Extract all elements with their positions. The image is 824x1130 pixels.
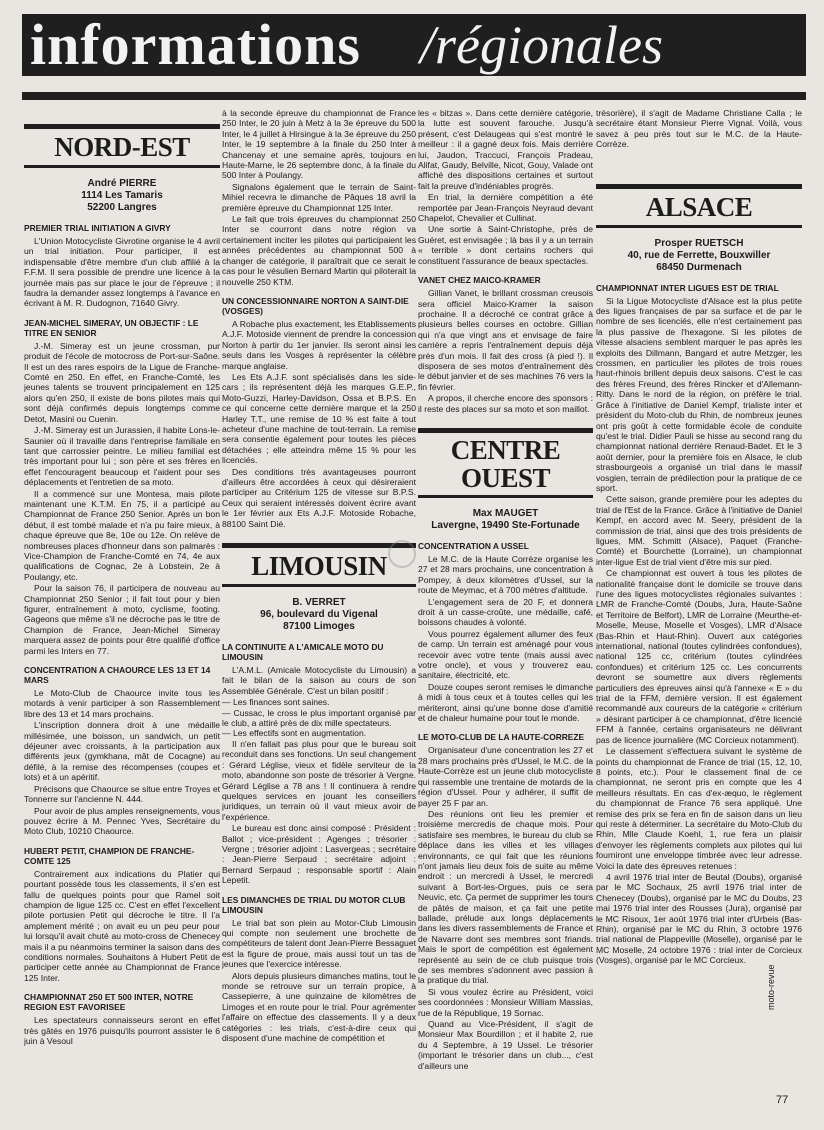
address-line: 87100 Limoges <box>283 621 355 633</box>
article-paragraph: Il n'en fallait pas plus pour que le bureau soit reconduit dans ses fonctions. Un seul changement : Gérard Léglise, vieux et fidèle serviteur de la moto, abandonne son poste de trésorier à Vergne. Gérard Léglise a 78 ans ! Il continuera à rendre quelques services en jouant les conseillers juridiques, un terrain où il vaut mieux avoir de l'expérience. <box>222 738 416 822</box>
article-paragraph: Alors depuis plusieurs dimanches matins, tout le monde se retrouve sur un terrain propice, à Cassepierre, à une quinzaine de kilomètres de Limoges et en route pour le trial. Pour agrémenter l'affaire on effectue des classements. Il y a deux catégories : les trials, c'est-à-dire ceux qui disposent d'une machine de compétition et <box>222 970 416 1044</box>
article-heading: CHAMPIONNAT 250 ET 500 INTER, NOTRE REGION EST FAVORISEE <box>24 992 194 1013</box>
magazine-name: moto-revue <box>766 964 776 1010</box>
page-number: 77 <box>776 1094 789 1106</box>
region-title-limousin: LIMOUSIN <box>222 543 416 587</box>
article-paragraph: Des réunions ont lieu les premier et troisième mercredis de chaque mois. Pour satisfaire ses membres, le bureau du club se déplace dans les villes et les villages environnants, ce qui fait que les réunions n'ont jamais lieu deux fois de suite au même endroit : un mercredi à Ussel, le mercredi suivant à Bort-les-Orgues, puis ce sera Neuvic, etc. Ça permet de supprimer les tours de pâtés de maison, et ça fait une petite ballade, prélude aux longs déplacements dans les divers rassemblements de France et de Navarre dont ses membres sont friands. Mais le sport de compétition est également représenté au sein de ce club puisque trois de ses membres s'adonnent avec passion à la pratique du trial. <box>418 808 593 986</box>
article-paragraph: Des conditions très avantageuses pourront d'ailleurs être accordées à ceux qui désireraient participer au Critérium 125 de vitesse sur B.P.S. Ceux qui seraient intéressés doivent écrire avant le 1er février aux Ets A.J.F. Motoside Robache, 88100 Saint Dié. <box>222 466 416 529</box>
article-paragraph: L'inscription donnera droit à une médaille millésimée, une boisson, un sandwich, un petit déjeuner avec croissants, à la participation aux différents jeux (gymkhana, mât de Cocagne) au défilé, à la remise des récompenses (coupes et lots) et à un apéritif. <box>24 720 220 783</box>
header-subtitle: /régionales <box>420 15 663 75</box>
library-stamp-mark <box>388 540 416 568</box>
address-line: André PIERRE <box>87 178 157 189</box>
article-paragraph: Il a commencé sur une Montesa, mais pilote maintenant une K.T.M. En 75, il a participé au Championnat de France 250 Senior. Après un bon début, il est tombé malade et n'a pu faire mieux, à chaque épreuve que 8e, 10e ou 12e. On relève de nombreuses places d'honneur dans son palmarès : Vice-Champion de Franche-Comté en 74, 4e aux qualifications de Cognac, 2e à Lobstein, 2e à Poulangy, etc. <box>24 488 220 582</box>
column-3 <box>418 108 593 1108</box>
article-paragraph: Pour la saison 76, il participera de nouveau au Championnat 250 Senior ; il fait tout pour y bien figurer, entraînement à moto, cyclisme, footing. Gageons que même s'il ne décroche pas le titre de Champion de France, Jean-Michel Simeray marquera assez de points pour être qualifié d'office parmi les Inters en 77. <box>24 583 220 656</box>
article-heading: CONCENTRATION A USSEL <box>418 540 529 551</box>
column-2 <box>222 108 416 1108</box>
region-title-line: CENTRE <box>450 434 561 465</box>
article-paragraph: Le trial bat son plein au Motor-Club Limousin qui compte non seulement une brochette de compétiteurs de talent dont Jean-Pierre Bessaguet est la figure de proue, mais aussi tout un tas de jeunes que l'exercice intéresse. <box>222 917 416 970</box>
article-paragraph: A Robache plus exactement, les Etablissements A.J.F. Motoside viennent de prendre la concession Norton à partir du 1er janvier. Ils seront ainsi les seuls dans les Vosges à représenter la célèbre marque anglaise. <box>222 318 416 371</box>
article-heading: LA CONTINUITE A L'AMICALE MOTO DU LIMOUSIN <box>222 642 384 663</box>
article-paragraph: Pour avoir de plus amples renseignements, vous pouvez écrire à M. Pennec Yves, Secrétaire du Moto Club, 10210 Chaource. <box>24 805 220 837</box>
article-paragraph: Les spectateurs connaisseurs seront en effet très gâtés en 1976 puisqu'ils pourront assister le 6 juin à Vesoul <box>24 1015 220 1046</box>
article-paragraph: L'engagement sera de 20 F, et donnera droit à un casse-croûte, une médaille, café, boissons chaudes à volonté. <box>418 596 593 628</box>
article-paragraph: L'Union Motocycliste Givrotine organise le 4 avril un trial initiation. Pour participer, il est indispensable d'être membre d'un club affilié à la F.F.M. Il sera possible de prendre une licence à la journée mais pas sur place le jour de l'épreuve ; il faudra la demander assez longtemps à l'avance en écrivant à M. R. Dudognon, 71640 Givry. <box>24 236 220 309</box>
region-title-nord-est: NORD-EST <box>24 124 220 168</box>
article-paragraph: Le classement s'effectuera suivant le système de points du championnat de France de trial (15, 12, 10, 8 points, etc.). Pour le classement final de ce championnat, ne seront pris en compte que les 4 meilleurs résultats. En cas d'ex-æquo, le règlement du championnat de France 76 sera appliqué. Une remise des prix se fera en fin de saison dans un lieu qui reste à déterminer. La secrétaire du Moto-Club du Rhin, Mlle Claude Koehl, 1, rue fera un plaisir d'envoyer les règlements complets aux pilotes qui lui fourniront une enveloppe timbrée avec leur adresse. Voici la date des épreuves retenues : <box>596 746 802 871</box>
address-line: 40, rue de Ferrette, Bouxwiller <box>627 249 771 261</box>
article-heading: JEAN-MICHEL SIMERAY, UN OBJECTIF : LE TITRE EN SENIOR <box>24 317 199 338</box>
top-rule <box>22 92 806 100</box>
article-paragraph: Précisons que Chaource se situe entre Troyes et Tonnerre sur l'ancienne N. 444. <box>24 783 220 805</box>
article-paragraph: — Les effectifs sont en augmentation. <box>222 728 367 739</box>
article-paragraph: Les Ets A.J.F. sont spécialisés dans les side-cars ; ils représentent déjà les marques G.E.P., Moto-Guzzi, Harley-Davidson, Ossa et B.P.S. En ce qui concerne cette dernière marque et la 250 Harley T.T., une remise de 10 % est faite à tout acheteur d'une machine de tout-terrain. La remise sera consentie également pour toutes les pièces détachées ; elle atteindra même 15 % pour les licenciés. <box>222 371 416 466</box>
article-heading: LES DIMANCHES DE TRIAL DU MOTOR CLUB LIMOUSIN <box>222 894 406 915</box>
correspondent-address <box>24 178 220 214</box>
address-line: Lavergne, 19490 Ste-Fortunade <box>431 519 580 531</box>
article-heading: CHAMPIONNAT INTER LIGUES EST DE TRIAL <box>596 282 779 293</box>
article-heading: CONCENTRATION A CHAOURCE LES 13 ET 14 MARS <box>24 665 211 686</box>
address-line: 96, boulevard du Vigenal <box>260 609 378 621</box>
article-paragraph: J.-M. Simeray est un jeune crossman, pur produit de l'école de motocross de Port-sur-Saône. Il est un des rares espoirs de la Ligue de Franche-Comté en 250. En effet, en Franche-Comté, les jeunes talents se trouvent principalement en 125 alors qu'en 250, il existe de bons pilotes mais qui sont déjà confirmés depuis longtemps comme Detot, Masini ou Cuenin. <box>24 340 220 424</box>
article-paragraph: — Cussac, le cross le plus important organisé par le club, a attiré près de dix mille spectateurs. <box>222 707 416 729</box>
article-paragraph: Contrairement aux indications du Platier qui pourtant possède tous les classements, il s'en est fallu de quelques points pour que Ramel soit champion de ligue 125 cc. C'est en effet l'excellent pilote portusien Petit qui décroche le titre. Il l'a amplement mérité ; on avait eu un peu peur pour lui lorsqu'il avait chuté au moto-cross de Chenecey mais il a pu néanmoins terminer la saison dans des conditions normales. Souhaitons à Hubert Petit de participer cette année au Championnat de France 125 Inter. <box>24 868 220 983</box>
article-paragraph: J.-M. Simeray est un Jurassien, il habite Lons-le-Saunier où il travaille dans l'entreprise familiale en tant que carrossier peintre. Le milieu familial est très important pour lui ; son père et ses frères en effet l'encouragent beaucoup et l'aident pour ses déplacements et l'entretien de sa moto. <box>24 425 220 488</box>
region-title-alsace: ALSACE <box>596 184 802 228</box>
article-paragraph: En trial, la dernière compétition a été remportée par Jean-François Neyraud devant Chapelot, Chevalier et Cullinat. <box>418 192 593 224</box>
article-paragraph: Douze coupes seront remises le dimanche à midi à tous ceux et à toutes celles qui les mériteront, ainsi qu'une bonne dose d'amitié et de chaleur humaine pour tout le monde. <box>418 681 593 724</box>
article-heading: HUBERT PETIT, CHAMPION DE FRANCHE-COMTE 125 <box>24 845 195 866</box>
article-paragraph: Ce championnat est ouvert à tous les pilotes de nationalité française dont le domicile se trouve dans l'une des ligues motocyclistes régionales suivantes : LMR de Franche-Comté (Doubs, Jura, Haute-Saône et Territoire de Belfort), LMR de Lorraine (Meurthe-et-Moselle, Meuse, Moselle et Vosges), LMR d'Alsace (Bas-Rhin et Haut-Rhin). Ouvert aux catégories international, national (toutes cylindrées confondues), national 125 cc, critérium (toutes cylindrées confondues) et critérium 125 cc. Les concurrents devront se soumettre aux divers règlements particuliers des épreuves ainsi qu'à l'annexe « E » du trial de la FFM, dernière version. Il est également recommandé aux coureurs de la catégorie « critérium » désirant participer à ce championnat, d'être licencié FFM à l'année, certains organisateurs ne délivrant pas de licence journalière (MC Corcieux notamment). <box>596 568 802 745</box>
article-paragraph: Le M.C. de la Haute Corrèze organise les 27 et 28 mars prochains, une concentration à Pompey, à deux kilomètres d'Ussel, sur la route de Meymac, et à 700 mètres d'altitude. <box>418 553 593 596</box>
header-title: informations <box>30 14 361 76</box>
article-paragraph: Si la Ligue Motocycliste d'Alsace est la plus petite des ligues françaises de par sa surface et de par le nombre de ses licenciés, elle n'est certainement pas la plus passive de l'hexagone. Si les pilotes de vitesse alsaciens semblent marquer le pas après les exploits des Dillmann, Bangard et autre Metzger, les crossmen, en particulier les pilotes de trois roues haut-rhinois brillent depuis deux saisons. C'est le cas des frères Freund, des frères Rincker et d'Allemann-Ritty. Dans le nord de la région, on préfère le trial. Grâce à l'initiative de Daniel Kempf, trialiste inter et président du Moto-club du Rhin, de nombreux jeunes ont pris goût à cette formidable école de conduite qu'est le trial. Didier Pauli se hisse au second rang du championnat national derrière Renaud-Badet. Et le 3 août dernier, pour la première fois en Alsace, le club strasbourgeois a organisé un trial dans le massif vosgien, terrain de prédilection pour la pratique de ce sport. <box>596 295 802 493</box>
address-line: Prosper RUETSCH <box>654 237 744 249</box>
article-paragraph: Une sortie à Saint-Christophe, près de Guéret, est envisagée ; là bas il y a un terrain « terrible » dont certains rochers qui constituent l'assurance de beaux spectacles. <box>418 224 593 266</box>
correspondent-address <box>596 238 802 274</box>
article-paragraph: trésorière), il s'agit de Madame Christiane Calla ; le secrétaire étant Monsieur Pierre Vignal. Voilà, vous savez à peu près tout sur le M.C. de la Haute-Corrèze. <box>596 108 802 150</box>
correspondent-address <box>222 597 416 633</box>
address-line: 68450 Durmenach <box>656 261 742 273</box>
article-paragraph: Le Moto-Club de Chaource invite tous les motards à venir participer à son Rassemblement libre des 13 et 14 mars prochains. <box>24 688 220 719</box>
article-heading: UN CONCESSIONNAIRE NORTON A SAINT-DIE (VOSGES) <box>222 295 409 316</box>
article-paragraph: Le bureau est donc ainsi composé : Président : Ballot ; vice-président : Agenges ; trésorier : Vergne ; trésorier adjoint : Lasvergeas ; secrétaire : Jean-Pierre Serpaud ; secrétaire adjoint : Bernard Serpaud ; responsable sportif : Alain Lepetit. <box>222 823 416 886</box>
region-title-line: OUEST <box>460 462 551 493</box>
article-paragraph: Cette saison, grande première pour les adeptes du trial de l'Est de la France. Grâce à l'initiative de Daniel Kempf, en accord avec M. Seery, président de la commission de trial, ainsi que des trois présidents de ligues, MM. Schmitt (Alsace), Paquet (Franche-Comté) et Bourchette (Lorraine), un championnat inter-ligue Est de trial vient d'être mis sur pied. <box>596 494 802 567</box>
correspondent-address <box>418 508 593 532</box>
address-line: Max MAUGET <box>472 507 539 519</box>
article-paragraph: les « bitzas ». Dans cette dernière catégorie, la lutte est souvent farouche. Jusqu'à présent, c'est Delaugeas qui s'est montré le meilleur : il a gagné deux fois. Mais derrière lui, Jaudon, Traccuci, François Pradeau, Alifat, Gaudy, Belville, Nicot, Gouy, Valade ont affiché des dispositions certaines et surtout fait la preuve d'indéniables progrès. <box>418 108 593 191</box>
article-paragraph: 4 avril 1976 trial inter de Beutal (Doubs), organisé par le MC Sochaux, 25 avril 1976 trial inter de Chenecey (Doubs), organisé par le MC du Doubs, 23 mai 1976 trial inter des Rousses (Jura), organisé par le MC Risoux, 1er août 1976 trial inter d'Urbeis (Bas-Rhin), organisé par le MC du Rhin, 3 octobre 1976 trial national de Plappeville (Moselle), organisé par le MC Moselle, 24 octobre 1976 : trial inter de Corcieux (Vosges), organisé par le MC Corcieux. <box>596 871 802 966</box>
article-paragraph: — Les finances sont saines. <box>222 697 330 708</box>
header-banner <box>22 14 806 76</box>
article-heading: VANET CHEZ MAICO-KRAMER <box>418 275 541 286</box>
address-line: B. VERRET <box>292 597 346 609</box>
address-line: 1114 Les Tamaris <box>81 190 163 201</box>
article-paragraph: Quand au Vice-Président, il s'agit de Monsieur Max Bourdillon ; et il habite 2, rue du 4 Septembre, à 19 Ussel. Le trésorier (important le trésorier dans un club..., c'est d'ailleurs une <box>418 1019 593 1071</box>
address-line: 52200 Langres <box>87 202 157 213</box>
article-heading: LE MOTO-CLUB DE LA HAUTE-CORREZE <box>418 732 585 743</box>
region-title-centre-ouest <box>418 428 593 498</box>
column-1 <box>24 108 220 1108</box>
article-paragraph: Gillian Vanet, le brillant crossman creusois sera officiel Maico-Kramer la saison prochaine. Il a décroché ce contrat grâce à plusieurs belles courses en octobre. Gillian qui n'a que vingt ans et envisage de faire carrière a repris l'entraînement depuis déjà près d'un mois. Il fait des cross (à pied !). Il disposera de ses motos d'entraînement dès le début janvier et de ses machines 76 vers la fin février. <box>418 288 593 392</box>
article-paragraph: Vous pourrez également allumer des feux de camp. Un terrain est aménagé pour vous recevoir avec votre tente (mais aussi avec votre oncle), et vous y trouverez eau, sanitaire, électricité, etc. <box>418 628 593 681</box>
article-paragraph: Organisateur d'une concentration les 27 et 28 mars prochains près d'Ussel, le M.C. de la Haute-Corrèze est un jeune club motocycliste qui rassemble une trentaine de motards de la région d'Ussel. Pour y adhérer, il suffit de payer 25 F par an. <box>418 745 593 808</box>
article-paragraph: à la seconde épreuve du championnat de France 250 Inter, le 20 juin à Metz à la 3e épreuve du 500 Inter, le 4 juillet à Hirsingue à la 3e épreuve du 250 Inter, le 19 septembre à la finale du 250 Inter à Chancenay et une semaine après, toujours en Haute-Marne, le 26 septembre donc, à la finale du 500 Inter à Poulangy. <box>222 108 416 181</box>
article-heading: PREMIER TRIAL INITIATION A GIVRY <box>24 223 171 233</box>
article-paragraph: Le fait que trois épreuves du championnat 250 Inter se courront dans notre région va certainement inciter les pilotes qui participaient les années précédentes au championnat 500 à changer de catégorie, il paraîtrait que ce serait le cas pour le vésulien Bernard Martin qui piloterait la nouvelle 250 KTM. <box>222 214 416 287</box>
article-paragraph: Signalons également que le terrain de Saint-Mihiel recevra le dimanche de Pâques 18 avril la première épreuve du Championnat 125 Inter. <box>222 181 416 213</box>
article-paragraph: L'A.M.L. (Amicale Motocycliste du Limousin) a fait le bilan de la saison au cours de son Assemblée Générale. C'est un bilan positif : <box>222 665 416 696</box>
article-paragraph: Si vous voulez écrire au Président, voici ses coordonnées : Monsieur William Massias, rue de la République, 19 Sornac. <box>418 986 593 1018</box>
article-paragraph: A propos, il cherche encore des sponsors : il reste des places sur sa moto et son maillot. <box>418 393 593 414</box>
